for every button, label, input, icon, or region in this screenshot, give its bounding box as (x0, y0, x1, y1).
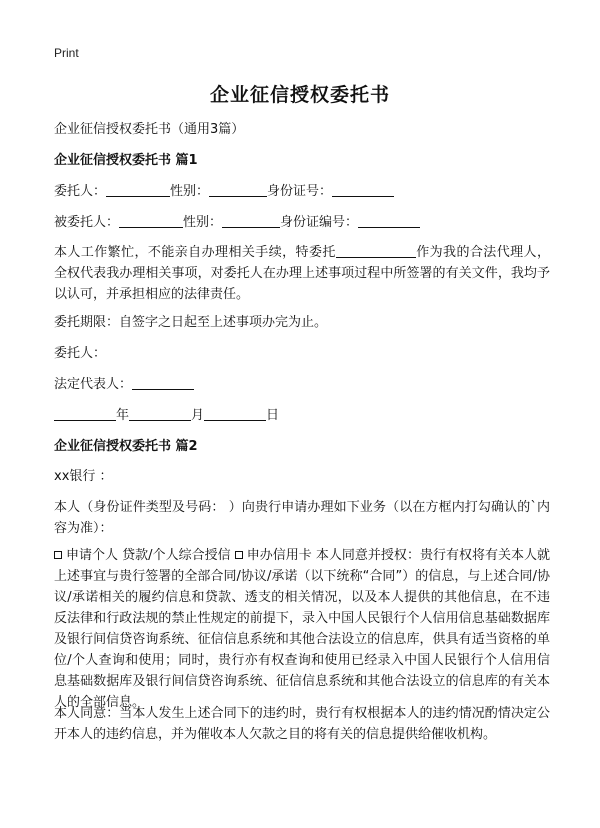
principal-blank (106, 182, 170, 197)
month-label: 月 (191, 408, 205, 423)
body-pre: 本人工作繁忙，不能亲自办理相关手续，特委托 (54, 245, 336, 260)
agent-id-blank (358, 213, 420, 228)
legal-rep-label: 法定代表人： (54, 377, 133, 392)
date-row (54, 405, 554, 426)
agent-gender-label: 性别： (183, 215, 223, 230)
day-label: 日 (266, 408, 280, 423)
agent-blank (119, 213, 183, 228)
loan-checkbox[interactable] (54, 551, 62, 559)
gender-blank (209, 182, 267, 197)
agent-row (54, 212, 554, 233)
page-title: 企业征信授权委托书 (209, 84, 390, 106)
month-blank (129, 406, 191, 421)
year-label: 年 (116, 408, 130, 423)
card-checkbox[interactable] (235, 551, 243, 559)
option-card: 申办信用卡 本人同意并授权：贵行有权将有关本人就上述事宜与贵行签署的全部合同/协议/承诺（以下统称“合同”）的信息，与上述合同/协议/承诺相关的履约信息和贷款、透支的相关情况，以及本人提供的其他信息，在不违反法律和行政法规的禁止性规定的前提下，录入中国人民银行个人信用信息基础数据库及银行间信贷咨询系统、征信信息系统和其他合法设立的信息库，供具有适当资格的单位/个人查询和使用；同时，贵行亦有权查询和使用已经录入中国人民银行个人信用信息基础数据库及银行间信贷咨询系统、征信信息系统和其他合法设立的信息库的有关本人的全部信息。 (54, 548, 550, 710)
section1-heading: 企业征信授权委托书 篇1 (54, 153, 198, 168)
section2-heading: 企业征信授权委托书 篇2 (54, 439, 198, 454)
id-blank (332, 182, 394, 197)
gender-label: 性别： (170, 184, 210, 199)
id-label: 身份证号： (267, 184, 333, 199)
agent-id-label: 身份证编号： (280, 215, 359, 230)
agent-label: 被委托人： (54, 215, 120, 230)
signer-label: 委托人： (54, 346, 107, 361)
consent-text: 本人同意：当本人发生上述合同下的违约时，贵行有权根据本人的违约情况酌情决定公开本人的违约信息，并为催收本人欠款之目的将有关的信息提供给催收机构。 (54, 706, 550, 742)
section2-intro: 本人（身份证件类型及号码： ）向贵行申请办理如下业务（以在方框内打勾确认的`内容为准）： (54, 500, 550, 536)
subtitle: 企业征信授权委托书（通用3篇） (54, 122, 245, 137)
section1-body (54, 242, 550, 305)
body-post: 作为我的合法代理人，全权代表我办理相关事项，对委托人在办理上述事项过程中所签署的有关文件，我均予以认可，并承担相应的法律责任。 (54, 245, 550, 302)
print-link[interactable]: Print (54, 46, 79, 60)
delegate-blank (336, 243, 416, 258)
day-blank (204, 406, 266, 421)
legal-rep-blank (132, 375, 194, 390)
section2-options (54, 545, 550, 713)
option-loan: 申请个人 贷款/个人综合授信 (66, 548, 231, 563)
bank-line: xx银行 ： (54, 469, 113, 484)
legal-rep-row (54, 374, 554, 395)
agent-gender-blank (222, 213, 280, 228)
term-text: 委托期限：自签字之日起至上述事项办完为止。 (54, 315, 328, 330)
principal-row (54, 181, 554, 202)
principal-label: 委托人： (54, 184, 107, 199)
year-blank (54, 406, 116, 421)
